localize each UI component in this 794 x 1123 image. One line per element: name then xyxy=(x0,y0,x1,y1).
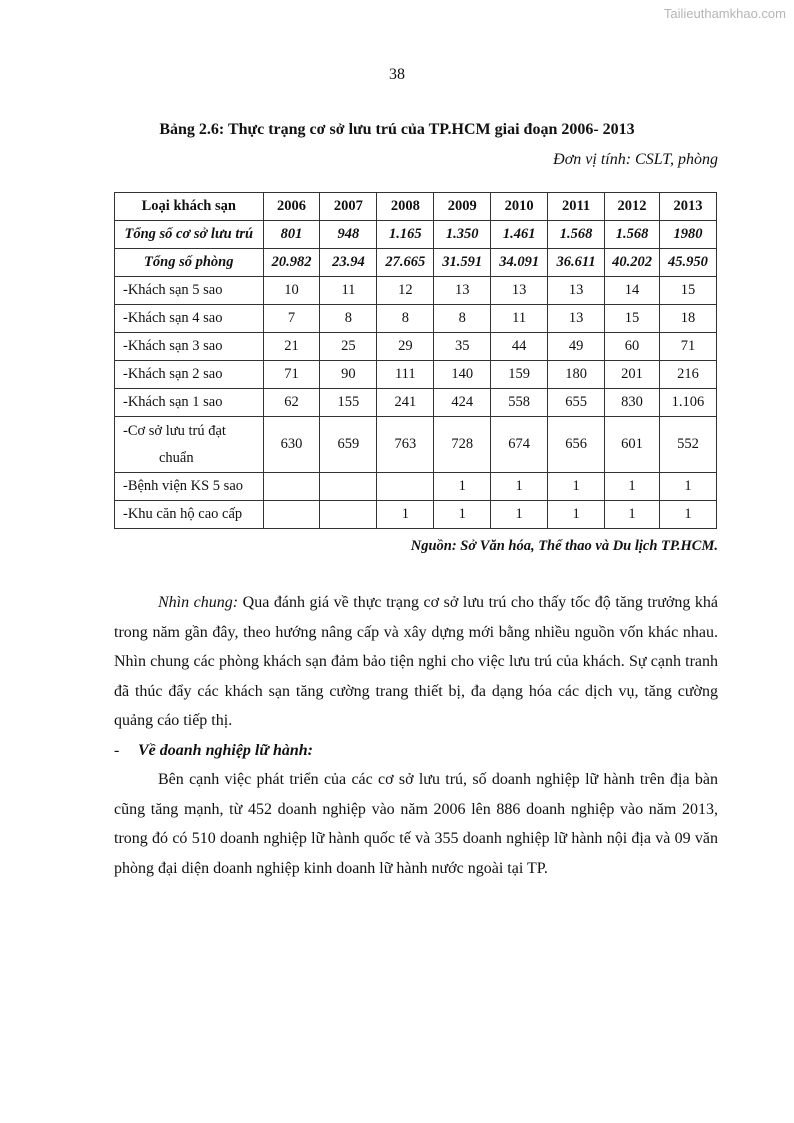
table-row xyxy=(115,277,717,305)
table-cell: 60 xyxy=(605,333,660,361)
table-cell xyxy=(320,501,377,529)
table-cell: 8 xyxy=(434,305,491,333)
table-cell: 7 xyxy=(263,305,320,333)
accommodation-table xyxy=(114,192,717,529)
row-label: -Khách sạn 1 sao xyxy=(115,389,264,417)
table-cell: 140 xyxy=(434,361,491,389)
paragraph-overview-text: Qua đánh giá về thực trạng cơ sở lưu trú cho thấy tốc độ tăng trưởng khá trong năm gần đây, theo hướng nâng cấp và xây dựng mới bằng nhiều nguồn vốn khác nhau. Nhìn chung các phòng khách sạn đảm bảo tiện nghi cho việc lưu trú của khách. Sự cạnh tranh đã thúc đẩy các khách sạn tăng cường trang thiết bị, đa dạng hóa các dịch vụ, tăng cường quảng cáo tiếp thị. xyxy=(114,594,719,729)
table-cell: 180 xyxy=(548,361,605,389)
table-row xyxy=(115,249,717,277)
table-cell: 23.94 xyxy=(320,249,377,277)
row-label: -Khách sạn 5 sao xyxy=(115,277,264,305)
table-cell: 1 xyxy=(548,501,605,529)
table-cell xyxy=(377,473,434,501)
table-cell: 36.611 xyxy=(548,249,605,277)
row-label-line1: -Cơ sở lưu trú đạt xyxy=(123,422,226,439)
header-cell: 2010 xyxy=(491,193,548,221)
table-cell: 13 xyxy=(548,305,605,333)
paragraph-travel-agencies: Bên cạnh việc phát triển của các cơ sở lưu trú, số doanh nghiệp lữ hành trên địa bàn cũng tăng mạnh, từ 452 doanh nghiệp vào năm 2006 lên 886 doanh nghiệp vào năm 2013, trong đó có 510 doanh nghiệp lữ hành quốc tế và 355 doanh nghiệp lữ hành nội địa và 09 văn phòng đại diện doanh nghiệp kinh doanh lữ hành nước ngoài tại TP. xyxy=(114,771,718,877)
table-cell: 1.568 xyxy=(548,221,605,249)
source-note: Nguồn: Sở Văn hóa, Thể thao và Du lịch TP.HCM. xyxy=(410,538,718,554)
table-cell: 49 xyxy=(548,333,605,361)
table-cell: 552 xyxy=(659,417,716,473)
row-label: -Khách sạn 4 sao xyxy=(115,305,264,333)
table-cell: 1 xyxy=(548,473,605,501)
table-cell: 1.461 xyxy=(491,221,548,249)
table-cell: 830 xyxy=(605,389,660,417)
table-row xyxy=(115,361,717,389)
table-cell: 558 xyxy=(491,389,548,417)
unit-note: Đơn vị tính: CSLT, phòng xyxy=(553,151,718,168)
row-label: -Khách sạn 3 sao xyxy=(115,333,264,361)
table-cell: 13 xyxy=(548,277,605,305)
row-label: Tổng số phòng xyxy=(115,249,264,277)
table-cell: 728 xyxy=(434,417,491,473)
table-cell: 15 xyxy=(605,305,660,333)
table-cell: 20.982 xyxy=(263,249,320,277)
header-cell: 2013 xyxy=(659,193,716,221)
header-cell: 2007 xyxy=(320,193,377,221)
table-cell: 21 xyxy=(263,333,320,361)
table-row xyxy=(115,501,717,529)
table-row xyxy=(115,221,717,249)
paragraph-lead: Nhìn chung: xyxy=(158,594,239,611)
table-row xyxy=(115,333,717,361)
table-cell: 801 xyxy=(263,221,320,249)
table-cell: 241 xyxy=(377,389,434,417)
table-header-row xyxy=(115,193,717,221)
table-cell: 8 xyxy=(320,305,377,333)
table-cell: 155 xyxy=(320,389,377,417)
heading-text: Về doanh nghiệp lữ hành: xyxy=(138,741,313,759)
table-cell: 90 xyxy=(320,361,377,389)
row-label xyxy=(115,417,264,473)
table-cell: 62 xyxy=(263,389,320,417)
table-cell xyxy=(320,473,377,501)
table-cell: 13 xyxy=(491,277,548,305)
section-heading xyxy=(114,736,718,766)
table-cell: 71 xyxy=(263,361,320,389)
table-cell: 1.568 xyxy=(605,221,660,249)
table-cell: 656 xyxy=(548,417,605,473)
table-cell xyxy=(263,473,320,501)
page-number: 38 xyxy=(389,66,405,83)
table-cell: 111 xyxy=(377,361,434,389)
table-cell: 15 xyxy=(659,277,716,305)
table-cell: 216 xyxy=(659,361,716,389)
header-cell: 2012 xyxy=(605,193,660,221)
table-cell: 45.950 xyxy=(659,249,716,277)
header-cell: 2009 xyxy=(434,193,491,221)
table-cell: 13 xyxy=(434,277,491,305)
table-cell: 1 xyxy=(605,473,660,501)
row-label-line2: chuẩn xyxy=(159,449,194,466)
table-cell: 44 xyxy=(491,333,548,361)
heading-dash: - xyxy=(114,741,120,759)
table-cell: 659 xyxy=(320,417,377,473)
body-text xyxy=(114,588,718,883)
paragraph-overview xyxy=(114,588,718,736)
table-cell: 201 xyxy=(605,361,660,389)
table-cell: 1.165 xyxy=(377,221,434,249)
table-cell: 8 xyxy=(377,305,434,333)
table-cell: 11 xyxy=(320,277,377,305)
header-cell: 2008 xyxy=(377,193,434,221)
table-cell: 71 xyxy=(659,333,716,361)
table-cell: 14 xyxy=(605,277,660,305)
table-cell: 159 xyxy=(491,361,548,389)
table-cell: 1.106 xyxy=(659,389,716,417)
header-cell: 2011 xyxy=(548,193,605,221)
table-cell: 1 xyxy=(434,501,491,529)
table-cell: 948 xyxy=(320,221,377,249)
table-cell: 1 xyxy=(659,501,716,529)
table-cell: 1 xyxy=(377,501,434,529)
table-cell: 27.665 xyxy=(377,249,434,277)
table-cell: 1980 xyxy=(659,221,716,249)
watermark: Tailieuthamkhao.com xyxy=(663,6,786,21)
table-cell: 40.202 xyxy=(605,249,660,277)
table-cell: 12 xyxy=(377,277,434,305)
header-cell: Loại khách sạn xyxy=(115,193,264,221)
table-cell: 25 xyxy=(320,333,377,361)
table-cell: 1.350 xyxy=(434,221,491,249)
table-row xyxy=(115,417,717,473)
table-cell: 18 xyxy=(659,305,716,333)
table-cell: 630 xyxy=(263,417,320,473)
header-cell: 2006 xyxy=(263,193,320,221)
table-cell: 1 xyxy=(659,473,716,501)
table-cell: 1 xyxy=(605,501,660,529)
table-cell: 35 xyxy=(434,333,491,361)
table-cell: 674 xyxy=(491,417,548,473)
table-row xyxy=(115,473,717,501)
table-row xyxy=(115,305,717,333)
table-cell: 601 xyxy=(605,417,660,473)
row-label: -Khách sạn 2 sao xyxy=(115,361,264,389)
table-cell xyxy=(263,501,320,529)
table-cell: 29 xyxy=(377,333,434,361)
table-cell: 1 xyxy=(434,473,491,501)
row-label: -Khu căn hộ cao cấp xyxy=(115,501,264,529)
table-cell: 763 xyxy=(377,417,434,473)
row-label: -Bệnh viện KS 5 sao xyxy=(115,473,264,501)
table-cell: 1 xyxy=(491,501,548,529)
table-cell: 11 xyxy=(491,305,548,333)
row-label: Tổng số cơ sở lưu trú xyxy=(115,221,264,249)
table-cell: 424 xyxy=(434,389,491,417)
table-cell: 10 xyxy=(263,277,320,305)
table-cell: 1 xyxy=(491,473,548,501)
table-title: Bảng 2.6: Thực trạng cơ sở lưu trú của TP.HCM giai đoạn 2006- 2013 xyxy=(159,121,635,138)
table-cell: 655 xyxy=(548,389,605,417)
table-row xyxy=(115,389,717,417)
table-cell: 34.091 xyxy=(491,249,548,277)
table-cell: 31.591 xyxy=(434,249,491,277)
